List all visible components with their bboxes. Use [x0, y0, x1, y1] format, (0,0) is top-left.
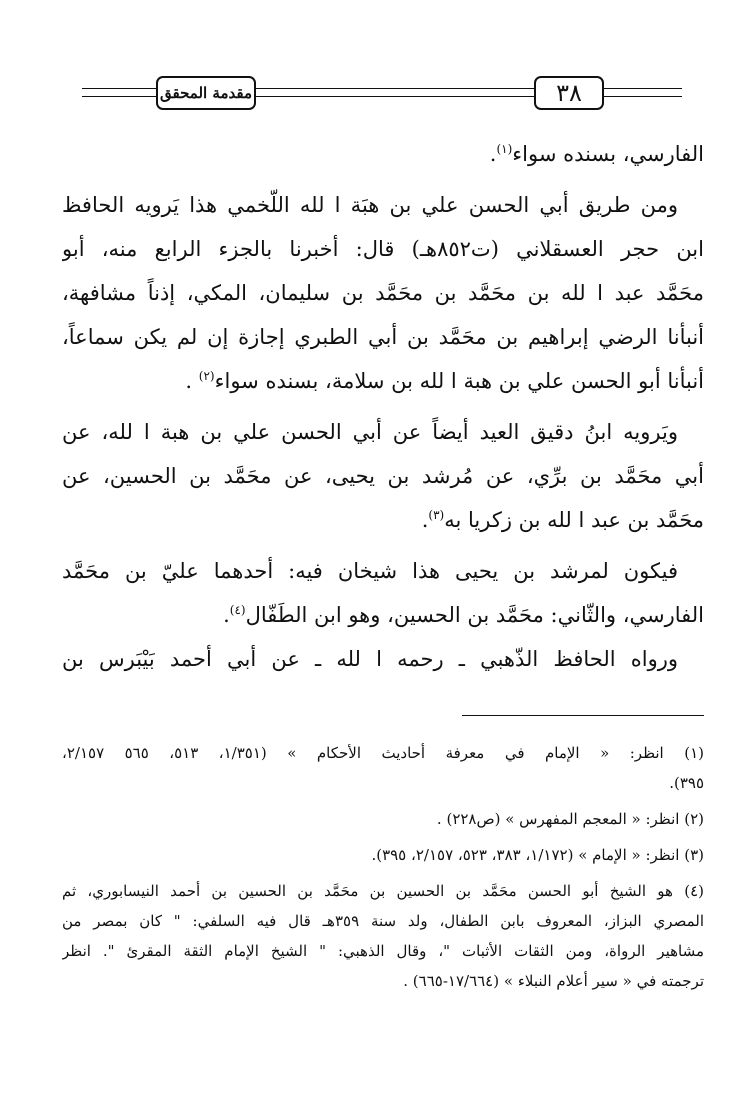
body-line	[62, 410, 704, 454]
body-line-text: فيكون لمرشد بن يحيى هذا شيخان فيه: أحدهما عليّ بن محَمَّد	[62, 559, 678, 583]
body-line	[62, 593, 704, 637]
footnote-line: ترجمته في « سير أعلام النبلاء » (١٧/٦٦٤-٦٦٥) .	[403, 972, 704, 990]
footnote-marker: (٢)	[198, 369, 215, 383]
body-line-text: محَمَّد عبد ا لله بن محَمَّد بن محَمَّد بن سليمان، المكي، إذناً مشافهة،	[62, 281, 704, 305]
body-line-text: ومن طريق أبي الحسن علي بن هبَة ا لله اللّخمي هذا يَرويه الحافظ	[62, 193, 678, 217]
body-line	[62, 637, 704, 681]
header-rule-left-top	[82, 88, 156, 89]
footnotes	[62, 738, 704, 996]
page-header	[82, 68, 682, 118]
body-line	[62, 183, 704, 227]
header-rule-middle-top	[256, 88, 534, 89]
body-line	[62, 359, 704, 403]
header-rule-right-top	[604, 88, 682, 89]
body-line-text: ويَرويه ابنُ دقيق العيد أيضاً عن أبي الحسن علي بن هبة ا لله، عن	[62, 420, 678, 444]
body-line-text: ورواه الحافظ الذّهبي ـ رحمه ا لله ـ عن أبي أحمد بَيْبَرس بن	[62, 647, 678, 671]
body-line-text: أبي محَمَّد بن برِّي، عن مُرشد بن يحيى، عن محَمَّد بن الحسين، عن	[62, 464, 704, 488]
page-number: ٣٨	[534, 76, 604, 110]
footnote-separator	[462, 715, 704, 716]
body-line	[62, 454, 704, 498]
body-line-text: أنبأنا الرضي إبراهيم بن محَمَّد بن أبي الطبري إجازة إن لم يكن سماعاً،	[62, 325, 704, 349]
footnote-marker: (٤)	[229, 603, 246, 617]
section-title: مقدمة المحقق	[156, 76, 256, 110]
footnote-line: (٢) انظر: « المعجم المفهرس » (ص٢٢٨) .	[436, 810, 704, 828]
footnote-marker: (١)	[496, 142, 513, 156]
footnote-marker: (٣)	[428, 508, 445, 522]
body-line-text: محَمَّد بن عبد ا لله بن زكريا به	[444, 508, 704, 532]
line-punctuation: .	[185, 369, 199, 393]
line-punctuation: .	[489, 142, 497, 166]
body-line	[62, 498, 704, 542]
header-rule-right-bottom	[604, 96, 682, 97]
footnote-line: المصري البزاز، المعروف بابن الطفال، ولد سنة ٣٥٩هـ قال فيه السلفي: " كان بمصر من	[62, 912, 704, 930]
body-line	[62, 315, 704, 359]
footnote-line: ٣٩٥).	[669, 774, 704, 792]
body-line-text: الفارسي، والثّاني: محَمَّد بن الحسين، وهو ابن الطَفّال	[245, 603, 704, 627]
body-line	[62, 132, 704, 176]
footnote-line: مشاهير الرواة، ومن الثقات الأثبات "، وقال الذهبي: " الشيخ الإمام الثقة المقرئ ". انظر	[62, 942, 704, 960]
body-line-text: الفارسي، بسنده سواء	[512, 142, 704, 166]
body-line	[62, 227, 704, 271]
footnote-line: (٤) هو الشيخ أبو الحسن محَمَّد بن الحسين بن محَمَّد بن الحسين بن أحمد النيسابوري، ثم	[62, 882, 704, 900]
body-line-text: ابن حجر العسقلاني (ت٨٥٢هـ) قال: أخبرنا بالجزء الرابع منه، أبو	[62, 237, 704, 261]
footnote-line: (٣) انظر: « الإمام » (١/١٧٢، ٣٨٣، ٥٢٣، ٢/١٥٧، ٣٩٥).	[371, 846, 704, 864]
body-line-text: أنبأنا أبو الحسن علي بن هبة ا لله بن سلامة، بسنده سواء	[214, 369, 704, 393]
body-line	[62, 549, 704, 593]
header-rule-middle-bottom	[256, 96, 534, 97]
header-rule-left-bottom	[82, 96, 156, 97]
line-punctuation: .	[421, 508, 429, 532]
footnote-line: (١) انظر: « الإمام في معرفة أحاديث الأحكام » (١/٣٥١، ٥١٣، ٥٦٥ ٢/١٥٧،	[62, 744, 704, 762]
body-text	[62, 132, 704, 681]
body-line	[62, 271, 704, 315]
line-punctuation: .	[223, 603, 230, 627]
